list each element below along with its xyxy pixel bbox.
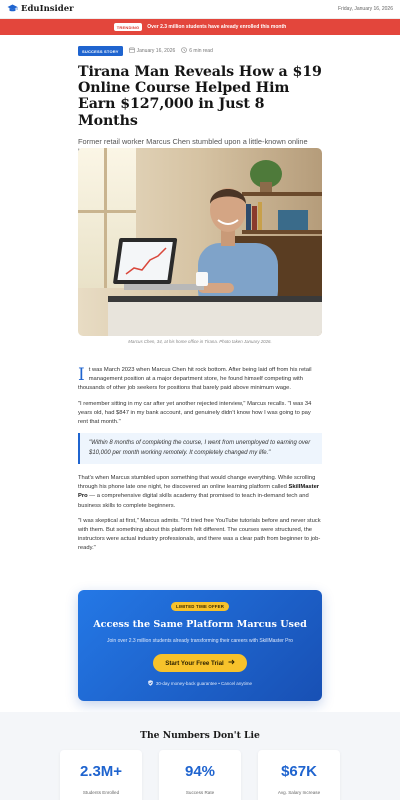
offer-tag: LIMITED TIME OFFER [171,602,229,611]
arrow-right-icon [228,659,235,667]
calendar-icon [129,47,135,55]
stats-section [0,712,400,800]
shield-check-icon [148,680,153,687]
paragraph-1-text: t was March 2023 when Marcus Chen hit rock bottom. After being laid off from his retail management position at a major department store, he found himself competing with thousands of other job seekers for positions that barely paid above minimum wage. [78,367,312,392]
pull-quote: "Within 8 months of completing the course, I went from unemployed to earning over $10,000 per month working remotely. It completely changed my life." [78,433,322,464]
trending-tag: TRENDING [114,23,143,31]
paragraph-1 [78,366,322,394]
hero-photo [78,148,322,336]
paragraph-3-after: — a comprehensive digital skills academy that promised to teach in-demand tech and business skills to complete beginners. [78,493,309,509]
stat-value: 94% [184,763,216,780]
article-subhead: Former retail worker Marcus Chen stumbled upon a little-known online [78,136,308,146]
brand-name: SkillMaster Pro [78,484,320,500]
publish-date [129,47,176,55]
cta-title: Access the Same Platform Marcus Used [93,619,307,630]
logo-text: EduInsider [21,4,74,14]
site-logo[interactable] [7,0,74,18]
article-body [78,366,322,560]
graduation-cap-icon [7,0,18,18]
free-trial-button[interactable] [153,654,247,672]
guarantee-note [78,680,322,687]
stat-label: Avg. Salary Increase [277,790,321,795]
stat-card-success-rate [159,750,241,800]
clock-icon [181,47,187,55]
read-time-text: 6 min read [189,48,213,54]
stat-value: 2.3M+ [79,763,123,780]
stat-card-students [60,750,142,800]
category-badge[interactable]: SUCCESS STORY [78,46,123,56]
read-time [181,47,213,55]
stat-label: Students Enrolled [82,790,120,795]
article-headline: Tirana Man Reveals How a $19 Online Course Helped Him Earn $127,000 in Just 8 Months [78,64,322,129]
publish-date-text: January 16, 2026 [136,48,176,54]
photo-caption: Marcus Chen, 34, at his home office in Tirana. Photo taken January 2026. [128,339,272,344]
paragraph-3 [78,474,322,511]
paragraph-3-before: That's when Marcus stumbled upon something that would change everything. While scrolling through his phone late one night, he discovered an online learning platform called [78,475,316,491]
stat-label: Success Rate [185,790,215,795]
drop-cap: I [78,365,85,385]
paragraph-4: "I was skeptical at first," Marcus admits. "I'd tried free YouTube tutorials before and never stuck with them. But something about this platform felt different. The courses were structured, the instructors were actual industry professionals, and there was a clear path from beginner to job-ready." [78,517,321,552]
article-meta [78,46,322,56]
free-trial-button-label: Start Your Free Trial [165,659,224,667]
cta-box [78,590,322,701]
stats-title: The Numbers Don't Lie [140,730,260,741]
stat-value: $67K [281,763,317,780]
site-header [0,0,400,19]
stat-card-salary [258,750,340,800]
guarantee-text: 30-day money-back guarantee • Cancel anytime [155,681,253,686]
header-date: Friday, January 16, 2026 [338,6,393,12]
trending-banner [0,19,400,35]
cta-subtitle: Join over 2.3 million students already transforming their careers with SkillMaster Pro [107,638,293,644]
trending-text: Over 2.3 million students have already enrolled this month [147,24,287,30]
paragraph-2: "I remember sitting in my car after yet another rejected interview," Marcus recalls. "I was 34 years old, had $847 in my bank account, and genuinely didn't know how I was going to pay rent that month." [78,400,312,426]
